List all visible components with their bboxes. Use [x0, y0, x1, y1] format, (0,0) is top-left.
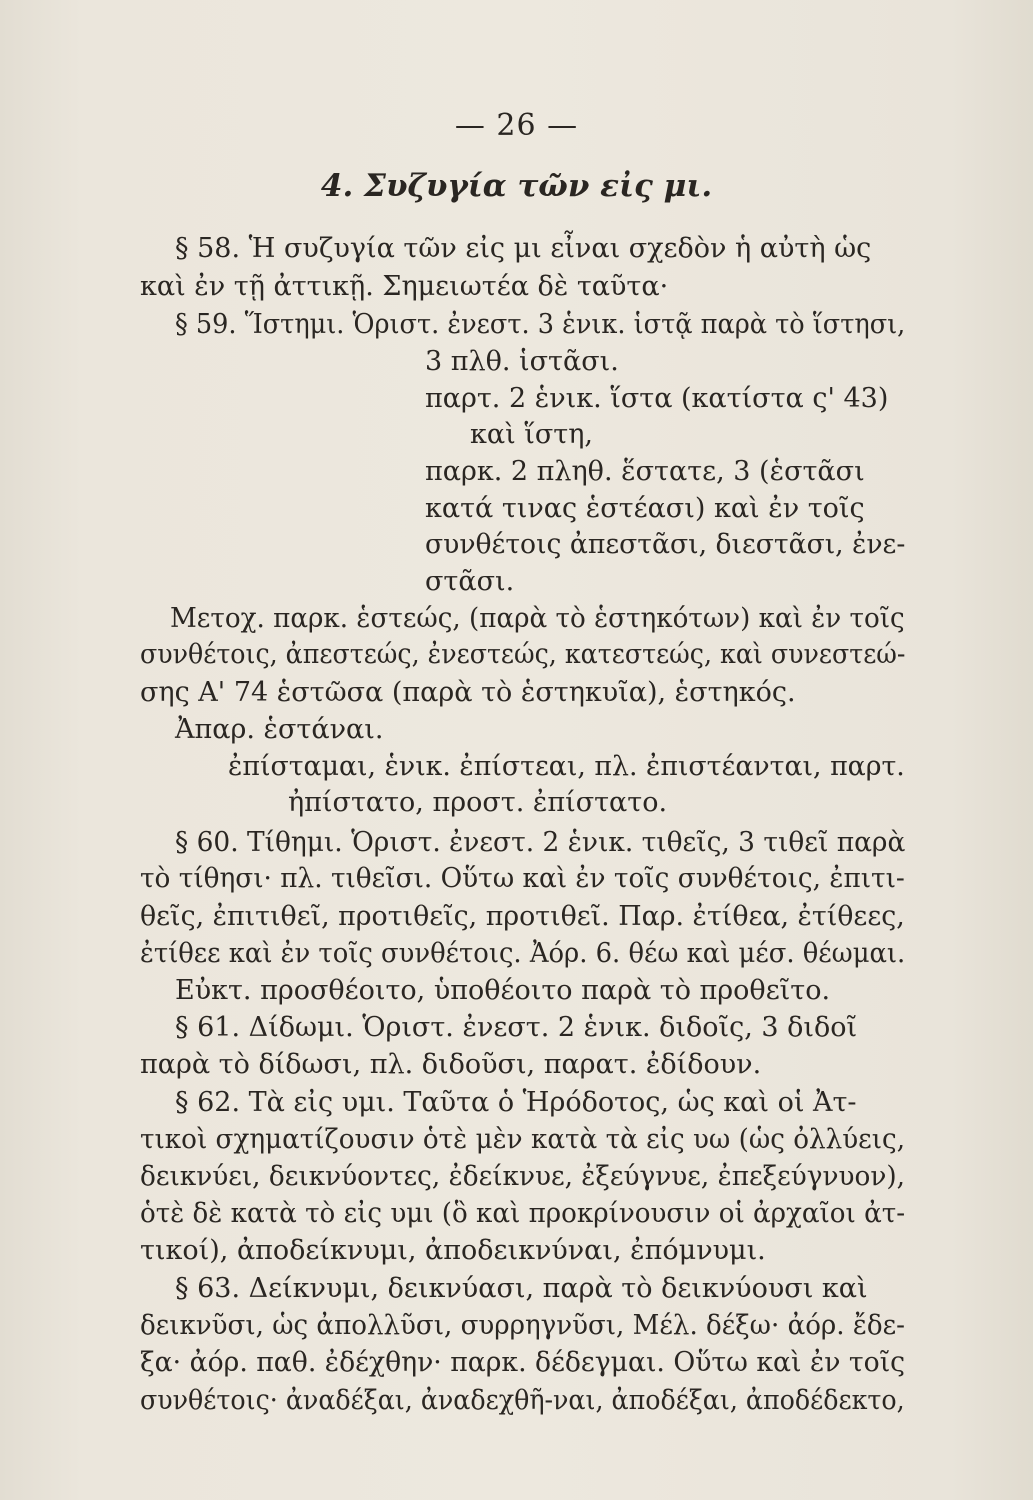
text-line: κατά τινας ἑστέασι) καὶ ἐν τοῖς — [425, 493, 865, 524]
text-line: Μετοχ. παρκ. ἑστεώς, (παρὰ τὸ ἑστηκότων) καὶ ἐν τοῖς — [170, 603, 905, 634]
text-line: καὶ ἐν τῇ ἀττικῇ. Σημειωτέα δὲ ταῦτα· — [140, 271, 669, 302]
text-line: στᾶσι. — [425, 566, 515, 597]
text-line: θεῖς, ἐπιτιθεῖ, προτιθεῖς, προτιθεῖ. Παρ. ἐτίθεα, ἐτίθεες, — [140, 901, 905, 932]
text-line: δεικνῦσι, ὡς ἀπολλῦσι, συρρηγνῦσι, Μέλ. δέξω· ἀόρ. ἔδε- — [140, 1310, 905, 1341]
text-line: ἐτίθεε καὶ ἐν τοῖς συνθέτοις. Ἀόρ. 6. θέω καὶ μέσ. θέωμαι. — [140, 938, 906, 969]
text-line: ξα· ἀόρ. παθ. ἐδέχθην· παρκ. δέδεγμαι. Οὕτω καὶ ἐν τοῖς — [140, 1347, 906, 1378]
text-line: 3 πλθ. ἱστᾶσι. — [425, 346, 619, 377]
text-line: Ἀπαρ. ἑστάναι. — [175, 714, 384, 745]
text-line: ἠπίστατο, προστ. ἐπίστατο. — [288, 787, 668, 818]
text-line: συνθέτοις, ἀπεστεώς, ἐνεστεώς, κατεστεώς, καὶ συνεστεώ- — [140, 639, 906, 670]
text-line: ἐπίσταμαι, ἑνικ. ἐπίστεαι, πλ. ἐπιστέανται, παρτ. — [228, 751, 905, 782]
text-line: § 58. Ἡ συζυγία τῶν εἰς μι εἶναι σχεδὸν ἡ αὐτὴ ὡς — [175, 233, 872, 264]
text-line: δεικνύει, δεικνύοντες, ἐδείκνυε, ἐξεύγνυε, ἐπεξεύγνυον), — [140, 1161, 905, 1192]
text-line: § 62. Τὰ εἰς υμι. Ταῦτα ὁ Ἡρόδοτος, ὡς καὶ οἱ Ἀτ- — [175, 1087, 857, 1118]
text-line: καὶ ἵστη, — [470, 419, 593, 450]
section-heading: 4. Συζυγία τῶν εἰς μι. — [320, 168, 713, 204]
text-line: συνθέτοις· ἀναδέξαι, ἀναδεχθῆ-ναι, ἀποδέξαι, ἀποδέδεκτο, — [140, 1385, 905, 1416]
page-number: — 26 — — [454, 108, 579, 143]
text-line: σης Α' 74 ἑστῶσα (παρὰ τὸ ἑστηκυῖα), ἑστηκός. — [140, 677, 796, 708]
text-line: § 61. Δίδωμι. Ὁριστ. ἐνεστ. 2 ἑνικ. διδοῖς, 3 διδοῖ — [175, 1012, 858, 1043]
text-line: συνθέτοις ἀπεστᾶσι, διεστᾶσι, ἐνε- — [425, 529, 906, 560]
text-line: § 59. Ἵστημι. Ὁριστ. ἐνεστ. 3 ἑνικ. ἱστᾷ παρὰ τὸ ἵστησι, — [175, 309, 906, 340]
text-line: τὸ τίθησι· πλ. τιθεῖσι. Οὕτω καὶ ἐν τοῖς συνθέτοις, ἐπιτι- — [140, 863, 905, 894]
text-line: τικοί), ἀποδείκνυμι, ἀποδεικνύναι, ἐπόμνυμι. — [140, 1235, 766, 1266]
text-line: § 63. Δείκνυμι, δεικνύασι, παρὰ τὸ δεικνύουσι καὶ — [175, 1273, 868, 1304]
text-line: παρκ. 2 πληθ. ἕστατε, 3 (ἑστᾶσι — [425, 456, 865, 487]
text-line: ὁτὲ δὲ κατὰ τὸ εἰς υμι (ὃ καὶ προκρίνουσιν οἱ ἀρχαῖοι ἀτ- — [140, 1198, 906, 1229]
text-line: § 60. Τίθημι. Ὁριστ. ἐνεστ. 2 ἑνικ. τιθεῖς, 3 τιθεῖ παρὰ — [175, 827, 906, 858]
text-line: παρὰ τὸ δίδωσι, πλ. διδοῦσι, παρατ. ἐδίδουν. — [140, 1049, 762, 1080]
text-line: τικοὶ σχηματίζουσιν ὁτὲ μὲν κατὰ τὰ εἰς υω (ὡς ὀλλύεις, — [140, 1124, 906, 1155]
text-line: παρτ. 2 ἑνικ. ἵστα (κατίστα ς' 43) — [425, 383, 889, 414]
text-line: Εὐκτ. προσθέοιτο, ὑποθέοιτο παρὰ τὸ προθεῖτο. — [175, 975, 831, 1006]
